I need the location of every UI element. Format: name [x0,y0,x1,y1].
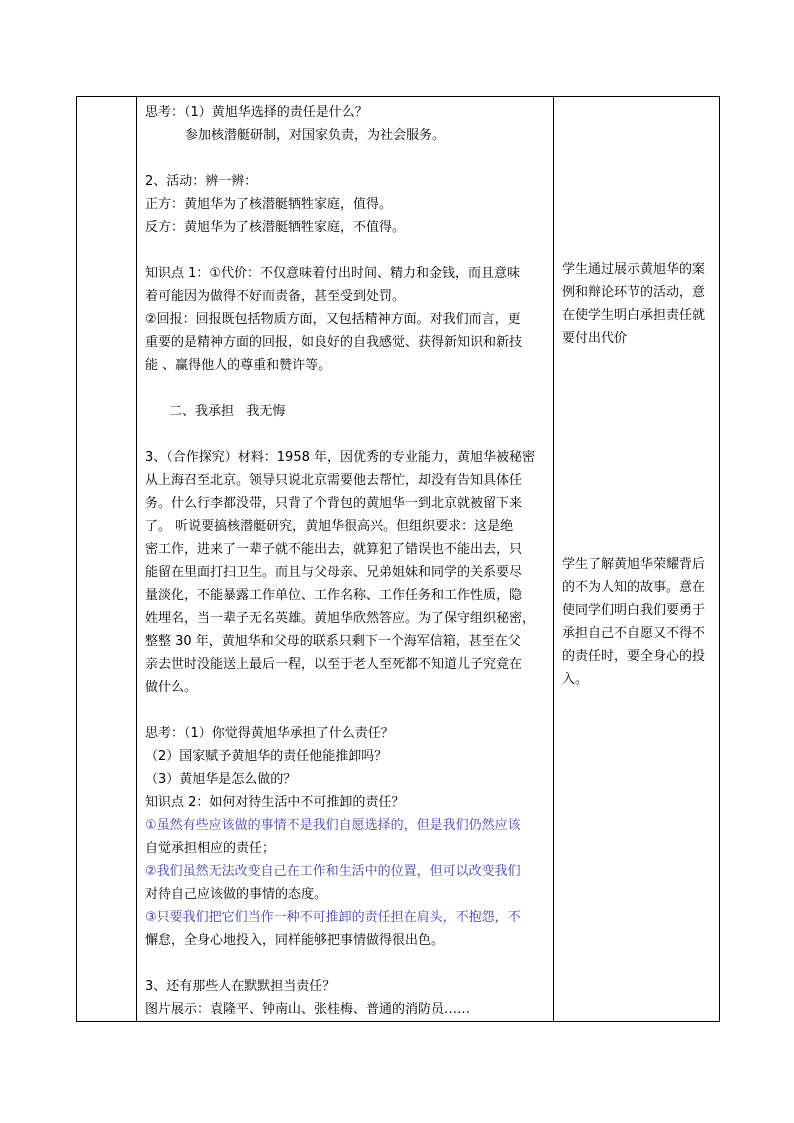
knowledge2-title: 知识点 2：如何对待生活中不可推卸的责任？ [145,795,405,810]
knowledge1-line: 着可能因为做得不好而责备，甚至受到处罚。 [145,289,406,304]
design-note-2: 学生了解黄旭华荣耀背后的不为人知的故事。意在使同学们明白我们要勇于承担自己不自愿又不得不的责任时，要全身心的投入。 [562,557,706,687]
activity3-line: 3、（合作探究）材料：1958 年，因优秀的专业能力，黄旭华被秘密 [145,450,535,465]
activity2-con: 反方：黄旭华为了核潜艇牺牲家庭，不值得。 [145,220,406,235]
activity3-line: 从上海召至北京。领导只说北京需要他去帮忙，却没有告知具体任 [145,473,523,488]
think1-question: 思考：（1）黄旭华选择的责任是什么？ [145,105,368,120]
section2-title: 二、我承担 我无悔 [169,404,286,419]
design-note-1: 学生通过展示黄旭华的案例和辩论环节的活动，意在使学生明白承担责任就要付出代价 [562,262,706,346]
knowledge2-point1-cont: 自觉承担相应的责任； [145,841,276,856]
teaching-content [137,97,553,1021]
activity4-images: 图片展示：袁隆平、钟南山、张桂梅、普通的消防员…… [145,1002,471,1017]
think1-answer: 参加核潜艇研制，对国家负责，为社会服务。 [185,128,446,143]
activity3-line: 了。 听说要搞核潜艇研究，黄旭华很高兴。但组织要求：这是绝 [145,519,514,534]
knowledge2-point3: ③只要我们把它们当作一种不可推卸的责任担在肩头，不抱怨，不 [145,910,521,925]
left-column-cell [77,97,137,1022]
think2-q1: 思考：（1）你觉得黄旭华承担了什么责任？ [145,726,394,741]
table-row [77,97,720,1022]
knowledge1-line: ②回报：回报既包括物质方面，又包括精神方面。对我们而言，更 [145,312,521,327]
think2-q2: （2）国家赋予黄旭华的责任他能推卸吗？ [145,749,388,764]
activity2-title: 2、活动：辨一辨： [145,174,258,189]
activity2-pro: 正方：黄旭华为了核潜艇牺牲家庭，值得。 [145,197,393,212]
think2-q3: （3）黄旭华是怎么做的？ [145,772,297,787]
knowledge1-line: 知识点 1：①代价：不仅意味着付出时间、精力和金钱，而且意味 [145,266,521,281]
design-intent [554,97,719,1003]
knowledge2-point1: ①虽然有些应该做的事情不是我们自愿选择的，但是我们仍然应该 [145,818,521,833]
activity3-line: 务。什么行李都没带，只背了个背包的黄旭华一到北京就被留下来 [145,496,523,511]
activity3-line: 量淡化，不能暴露工作单位、工作名称、工作任务和工作性质，隐 [145,588,523,603]
knowledge1-line: 能 、赢得他人的尊重和赞许等。 [145,358,332,373]
knowledge2-point2-cont: 对待自己应该做的事情的态度。 [145,887,328,902]
activity3-line: 姓埋名，当一辈子无名英雄。黄旭华欣然答应。为了保守组织秘密， [145,611,536,626]
activity4-question: 3、还有那些人在默默担当责任？ [145,979,336,994]
activity3-line: 做什么。 [145,680,198,695]
activity3-line: 整整 30 年，黄旭华和父母的联系只剩下一个海军信箱，甚至在父 [145,634,521,649]
activity3-line: 密工作，进来了一辈子就不能出去，就算犯了错误也不能出去，只 [145,542,523,557]
lesson-plan-table [76,96,720,1022]
design-intent-cell [554,97,720,1022]
activity3-line: 能留在里面打扫卫生。而且与父母亲、兄弟姐妹和同学的关系要尽 [145,565,523,580]
knowledge2-point3-cont: 懈怠，全身心地投入，同样能够把事情做得很出色。 [145,933,445,948]
content-column-cell [137,97,554,1022]
activity3-line: 亲去世时没能送上最后一程，以至于老人至死都不知道儿子究竟在 [145,657,523,672]
knowledge2-point2: ②我们虽然无法改变自己在工作和生活中的位置，但可以改变我们 [145,864,521,879]
knowledge1-line: 重要的是精神方面的回报，如良好的自我感觉、获得新知识和新技 [145,335,523,350]
